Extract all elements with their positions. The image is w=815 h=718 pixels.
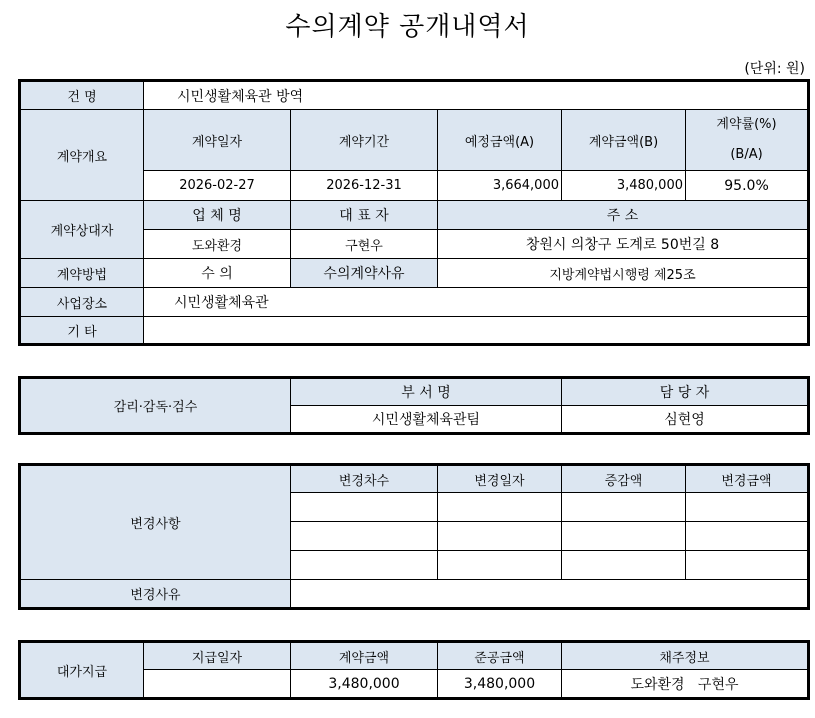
payment-table [18,640,810,700]
rate-header-line1: 계약률(%) [716,117,777,132]
rate-header-line2: (B/A) [730,147,763,162]
header-change-amount: 변경금액 [686,465,809,493]
payment-date [144,670,291,699]
contract-period: 2026-12-31 [291,171,438,201]
page-title: 수의계약 공개내역서 [285,12,530,42]
company-name: 도와환경 [144,230,291,259]
creditor-info: 도와환경 구현우 [562,670,809,699]
change-reason [291,580,809,609]
change-cell [291,522,438,551]
change-cell [438,551,562,580]
supervision-table [18,376,810,435]
change-cell [562,522,686,551]
change-cell [686,522,809,551]
header-creditor: 채주정보 [562,642,809,670]
rep-label: 대 표 자 [291,201,438,230]
etc-label: 기 타 [20,317,144,345]
change-reason-label: 변경사유 [20,580,291,609]
change-cell [291,493,438,522]
change-cell [686,551,809,580]
header-payment-contract-amount: 계약금액 [291,642,438,670]
header-contract-date: 계약일자 [144,110,291,171]
person-label: 담 당 자 [562,378,809,406]
contract-etc [144,317,809,345]
person-name: 심현영 [562,406,809,434]
dept-label: 부 서 명 [291,378,562,406]
supervision-label: 감리·감독·검수 [20,378,291,434]
contract-method: 수 의 [144,259,291,288]
method-label: 계약방법 [20,259,144,288]
changes-label: 변경사항 [20,465,291,580]
payment-contract-amount: 3,480,000 [291,670,438,699]
unit-label: (단위: 원) [744,61,805,77]
payment-label: 대가지급 [20,642,144,699]
header-contract-rate [686,110,809,171]
change-cell [562,493,686,522]
dept-name: 시민생활체육관팀 [291,406,562,434]
contract-name: 시민생활체육관 방역 [144,81,809,110]
change-cell [438,493,562,522]
change-cell [686,493,809,522]
header-contract-amount: 계약금액(B) [562,110,686,171]
contract-reason: 지방계약법시행령 제25조 [438,259,809,288]
company-label: 업 체 명 [144,201,291,230]
contract-amount: 3,480,000 [562,171,686,201]
reason-label: 수의계약사유 [291,259,438,288]
party-label: 계약상대자 [20,201,144,259]
header-change-no: 변경차수 [291,465,438,493]
contract-rate: 95.0% [686,171,809,201]
company-address: 창원시 의창구 도계로 50번길 8 [438,230,809,259]
change-cell [291,551,438,580]
header-change-date: 변경일자 [438,465,562,493]
site-label: 사업장소 [20,288,144,317]
representative: 구현우 [291,230,438,259]
change-cell [438,522,562,551]
estimated-amount: 3,664,000 [438,171,562,201]
header-payment-date: 지급일자 [144,642,291,670]
address-label: 주 소 [438,201,809,230]
overview-label: 계약개요 [20,110,144,201]
completion-amount: 3,480,000 [438,670,562,699]
header-contract-period: 계약기간 [291,110,438,171]
contract-table [18,79,810,346]
header-completion-amount: 준공금액 [438,642,562,670]
changes-table [18,463,810,610]
contract-date: 2026-02-27 [144,171,291,201]
contract-site: 시민생활체육관 [144,288,809,317]
header-estimated-amount: 예정금액(A) [438,110,562,171]
name-label: 건 명 [20,81,144,110]
header-change-diff: 증감액 [562,465,686,493]
change-cell [562,551,686,580]
